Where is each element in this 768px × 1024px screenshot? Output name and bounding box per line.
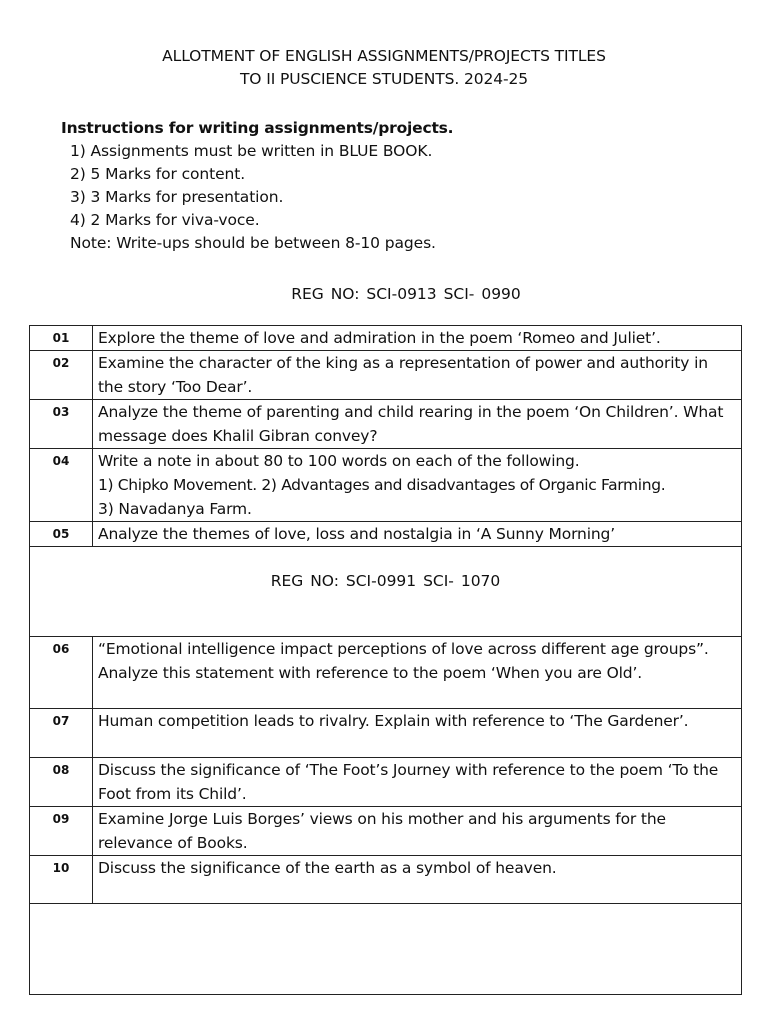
assignment-title: Explore the theme of love and admiration in the poem ‘Romeo and Juliet’.	[93, 326, 742, 351]
assignment-number: 10	[30, 856, 93, 904]
instructions-heading: Instructions for writing assignments/projects.	[61, 119, 454, 137]
table-row	[30, 758, 742, 807]
table-row	[30, 326, 742, 351]
assignment-number: 09	[30, 807, 93, 856]
reg-range-group-2: REG NO: SCI-0991 SCI- 1070	[30, 547, 742, 637]
table-row	[30, 807, 742, 856]
assignment-title-line: 3) Navadanya Farm.	[98, 500, 252, 518]
assignment-number: 05	[30, 522, 93, 547]
empty-table-row	[30, 904, 742, 995]
assignment-title	[93, 449, 742, 522]
assignment-title: “Emotional intelligence impact perceptions of love across different age groups”. Analyze this statement with reference to the poem ‘When you are Old’.	[93, 637, 742, 709]
document-title-line-2: TO II PUSCIENCE STUDENTS. 2024-25	[239, 70, 529, 88]
document-title-line-1: ALLOTMENT OF ENGLISH ASSIGNMENTS/PROJECTS TITLES	[162, 47, 606, 65]
assignment-number: 02	[30, 351, 93, 400]
assignment-title: Discuss the significance of ‘The Foot’s Journey with reference to the poem ‘To the Foot from its Child’.	[93, 758, 742, 807]
reg-range-group-1: REG NO: SCI-0913 SCI- 0990	[291, 285, 521, 303]
assignment-table	[29, 325, 742, 995]
table-row	[30, 856, 742, 904]
instruction-item: 2) 5 Marks for content.	[70, 165, 246, 183]
assignment-number: 08	[30, 758, 93, 807]
assignment-number: 07	[30, 709, 93, 758]
assignment-title: Human competition leads to rivalry. Explain with reference to ‘The Gardener’.	[93, 709, 742, 758]
table-row	[30, 449, 742, 522]
table-row	[30, 709, 742, 758]
assignment-title: Examine Jorge Luis Borges’ views on his mother and his arguments for the relevance of Books.	[93, 807, 742, 856]
table-row	[30, 400, 742, 449]
assignment-title: Discuss the significance of the earth as a symbol of heaven.	[93, 856, 742, 904]
assignment-number: 04	[30, 449, 93, 522]
assignment-title: Examine the character of the king as a representation of power and authority in the story ‘Too Dear’.	[93, 351, 742, 400]
assignment-title-line: 1) Chipko Movement. 2) Advantages and disadvantages of Organic Farming.	[98, 476, 666, 494]
instruction-item: 4) 2 Marks for viva-voce.	[70, 211, 260, 229]
table-row	[30, 547, 742, 637]
assignment-number: 03	[30, 400, 93, 449]
assignment-title: Analyze the themes of love, loss and nostalgia in ‘A Sunny Morning’	[93, 522, 742, 547]
assignment-number: 06	[30, 637, 93, 709]
table-row	[30, 637, 742, 709]
table-row	[30, 351, 742, 400]
assignment-title-line: Write a note in about 80 to 100 words on each of the following.	[98, 452, 580, 470]
instruction-note: Note: Write-ups should be between 8-10 pages.	[70, 234, 436, 252]
instruction-item: 1) Assignments must be written in BLUE BOOK.	[70, 142, 433, 160]
assignment-title: Analyze the theme of parenting and child rearing in the poem ‘On Children’. What message does Khalil Gibran convey?	[93, 400, 742, 449]
instruction-item: 3) 3 Marks for presentation.	[70, 188, 284, 206]
table-row	[30, 904, 742, 995]
assignment-number: 01	[30, 326, 93, 351]
instructions-list	[70, 140, 436, 255]
table-row	[30, 522, 742, 547]
